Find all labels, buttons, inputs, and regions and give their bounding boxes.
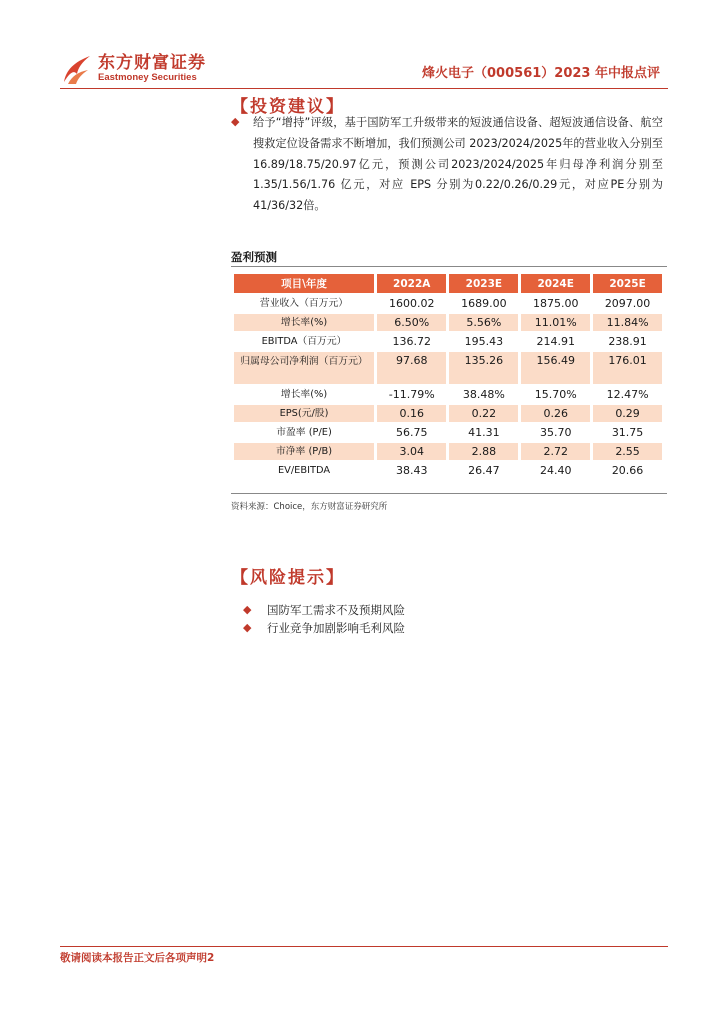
table-cell: 38.43	[395, 464, 428, 477]
table-row	[234, 333, 662, 350]
table-cell: 12.47%	[606, 388, 649, 401]
table-row	[234, 424, 662, 441]
diamond-bullet-icon: ◆	[243, 603, 252, 616]
table-row	[234, 405, 662, 422]
forecast-table	[231, 272, 665, 481]
row-label: 增长率(%)	[280, 389, 328, 400]
table-cell: 31.75	[611, 426, 644, 439]
table-cell: 2.72	[521, 443, 590, 460]
table-cell: 11.01%	[521, 314, 590, 331]
table-cell: 0.29	[593, 405, 662, 422]
table-row	[234, 295, 662, 312]
table-row	[234, 462, 662, 479]
table-cell: 2.88	[449, 443, 518, 460]
table-row	[234, 352, 662, 384]
table-cell: 195.43	[464, 335, 504, 348]
table-cell: 1875.00	[532, 297, 579, 310]
table-cell: 214.91	[536, 335, 575, 348]
report-title: 烽火电子（000561）2023 年中报点评	[422, 66, 660, 81]
table-cell: 3.04	[377, 443, 446, 460]
table-cell: 41.31	[468, 426, 500, 439]
column-header: 2024E	[521, 274, 590, 293]
table-cell: 6.50%	[377, 314, 446, 331]
table-cell: 0.16	[377, 405, 446, 422]
risk-warning-heading: 【风险提示】	[231, 568, 345, 588]
column-header: 2025E	[593, 274, 662, 293]
data-source-note: 资料来源：Choice，东方财富证券研究所	[231, 502, 388, 512]
diamond-bullet-icon: ◆	[243, 621, 252, 634]
footer-divider	[60, 946, 668, 947]
table-cell: 2.55	[593, 443, 662, 460]
table-cell: 11.84%	[593, 314, 662, 331]
row-label: EV/EBITDA	[277, 465, 331, 476]
table-cell: 176.01	[593, 352, 662, 384]
table-cell: -11.79%	[388, 388, 435, 401]
page-header	[60, 44, 668, 90]
column-header: 2022A	[377, 274, 446, 293]
diamond-bullet-icon: ◆	[231, 115, 240, 128]
table-cell: 97.68	[377, 352, 446, 384]
table-cell: 1689.00	[461, 297, 507, 310]
row-label: 归属母公司净利润（百万元）	[234, 352, 374, 384]
table-cell: 0.26	[521, 405, 590, 422]
table-cell: 26.47	[468, 464, 500, 477]
column-header: 2023E	[449, 274, 518, 293]
logo-flame-icon	[60, 52, 94, 86]
row-label: EPS(元/股)	[234, 405, 374, 422]
table-row	[234, 386, 662, 403]
table-cell: 1600.02	[388, 297, 435, 310]
row-label: 市盈率 (P/E)	[276, 427, 332, 438]
header-divider	[60, 88, 668, 89]
table-cell: 156.49	[521, 352, 590, 384]
table-cell: 20.66	[611, 464, 644, 477]
investment-advice-text: 给予“增持”评级，基于国防军工升级带来的短波通信设备、超短波通信设备、航空搜救定位设备需求不断增加，我们预测公司 2023/2024/2025年的营业收入分别至16.89/18.75/20.97亿元，预测公司2023/2024/2025年归母净利润分别至 1.35/1.56/1.76 亿元，对应 EPS 分别为0.22/0.26/0.29元，对应PE分别为41/36/32倍。	[253, 116, 663, 213]
forecast-heading: 盈利预测	[231, 250, 277, 264]
table-cell: 238.91	[608, 335, 647, 348]
table-cell: 0.22	[449, 405, 518, 422]
row-label: 营业收入（百万元）	[259, 298, 349, 309]
logo-chinese-name: 东方财富证券	[98, 53, 206, 73]
table-cell: 5.56%	[449, 314, 518, 331]
row-label: 市净率 (P/B)	[234, 443, 374, 460]
risk-item: 行业竞争加剧影响毛利风险	[267, 621, 405, 635]
footer-disclaimer: 敬请阅读本报告正文后各项声明2	[60, 952, 215, 964]
table-row	[234, 314, 662, 331]
row-label: 增长率(%)	[234, 314, 374, 331]
table-bottom-divider	[231, 493, 667, 494]
forecast-heading-divider	[231, 266, 667, 267]
logo-english-name: Eastmoney Securities	[98, 72, 197, 83]
table-cell: 24.40	[539, 464, 572, 477]
table-header-row	[234, 274, 662, 293]
table-cell: 2097.00	[604, 297, 651, 310]
table-row	[234, 443, 662, 460]
table-cell: 15.70%	[534, 388, 577, 401]
row-label: EBITDA（百万元）	[261, 336, 347, 347]
table-cell: 135.26	[449, 352, 518, 384]
table-cell: 35.70	[539, 426, 572, 439]
table-cell: 56.75	[395, 426, 428, 439]
column-header: 项目\年度	[234, 274, 374, 293]
risk-item: 国防军工需求不及预期风险	[267, 603, 405, 617]
investment-advice-heading: 【投资建议】	[231, 97, 345, 117]
table-cell: 136.72	[392, 335, 431, 348]
table-cell: 38.48%	[462, 388, 505, 401]
